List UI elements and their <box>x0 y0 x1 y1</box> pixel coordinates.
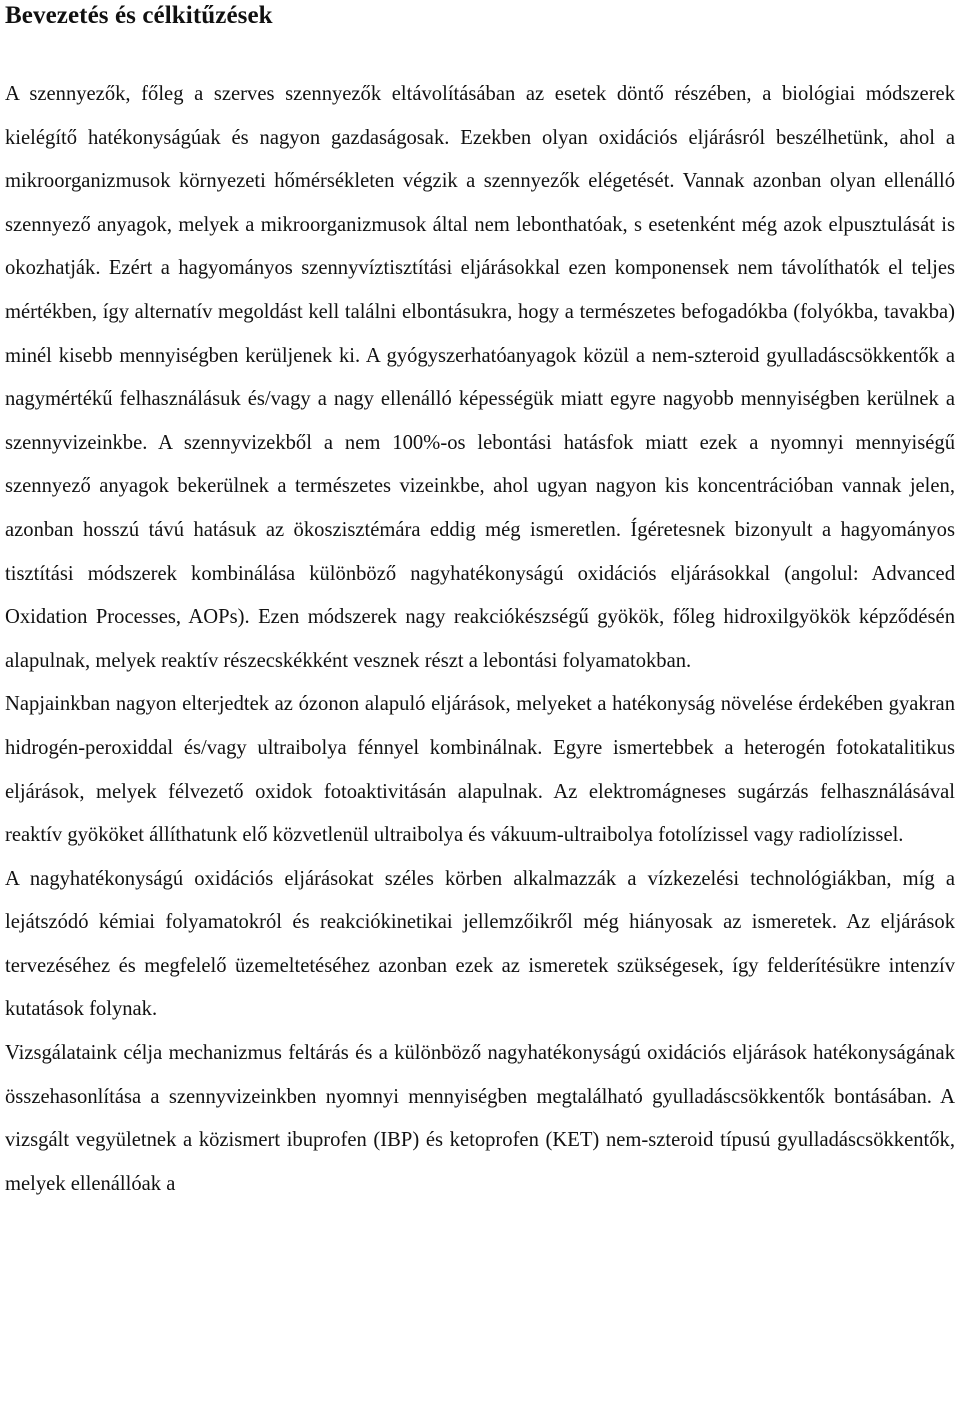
paragraph-objectives: Vizsgálataink célja mechanizmus feltárás és a különböző nagyhatékonyságú oxidációs eljárások hatékonyságának összehasonlítása a szennyvizeinkben nyomnyi mennyiségben megtalálható gyulladáscsökkentők bontásában. A vizsgált vegyületnek a közismert ibuprofen (IBP) és ketoprofen (KET) nem-szteroid típusú gyulladáscsökkentők, melyek ellenállóak a <box>5 1042 955 1195</box>
paragraph-intro: A szennyezők, főleg a szerves szennyezők eltávolításában az esetek döntő részében, a biológiai módszerek kielégítő hatékonyságúak és nagyon gazdaságosak. Ezekben olyan oxidációs eljárásról beszélhetünk, ahol a mikroorganizmusok környezeti hőmérsékleten végzik a szennyezők elégetését. Vannak azonban olyan ellenálló szennyező anyagok, melyek a mikroorganizmusok által nem lebonthatóak, s esetenként még azok elpusztulását is okozhatják. Ezért a hagyományos szennyvíztisztítási eljárásokkal ezen komponensek nem távolíthatók el teljes mértékben, így alternatív megoldást kell találni elbontásukra, hogy a természetes befogadókba (folyókba, tavakba) minél kisebb mennyiségben kerüljenek ki. A gyógyszerhatóanyagok közül a nem-szteroid gyulladáscsökkentők a nagymértékű felhasználásuk és/vagy a nagy ellenálló képességük miatt egyre nagyobb mennyiségben kerülnek a szennyvizeinkbe. A szennyvizekből a nem 100%-os lebontási hatásfok miatt ezek a nyomnyi mennyiségű szennyező anyagok bekerülnek a természetes vizeinkbe, ahol ugyan nagyon kis koncentrációban vannak jelen, azonban hosszú távú hatásuk az ökoszisztémára eddig még ismeretlen. Ígéretesnek bizonyult a hagyományos tisztítási módszerek kombinálása különböző nagyhatékonyságú oxidációs eljárásokkal (angolul: Advanced Oxidation Processes, AOPs). Ezen módszerek nagy reakciókészségű gyökök, főleg hidroxilgyökök képződésén alapulnak, melyek reaktív részecskékként vesznek részt a lebontási folyamatokban. <box>5 83 955 672</box>
paragraph-ozone-methods: Napjainkban nagyon elterjedtek az ózonon alapuló eljárások, melyeket a hatékonyság növelése érdekében gyakran hidrogén-peroxiddal és/vagy ultraibolya fénnyel kombinálnak. Egyre ismertebbek a heterogén fotokatalitikus eljárások, melyek félvezető oxidok fotoaktivitásán alapulnak. Az elektromágneses sugárzás felhasználásával reaktív gyököket állíthatunk elő közvetlenül ultraibolya és vákuum-ultraibolya fotolízissel vagy radiolízissel. <box>5 693 955 847</box>
section-heading: Bevezetés és célkitűzések <box>5 2 273 29</box>
paragraph-research-gap: A nagyhatékonyságú oxidációs eljárásokat széles körben alkalmazzák a vízkezelési technológiákban, míg a lejátszódó kémiai folyamatokról és reakciókinetikai jellemzőikről még hiányosak az ismeretek. Az eljárások tervezéséhez és megfelelő üzemeltetéséhez azonban ezek az ismeretek szükségesek, így felderítésükre intenzív kutatások folynak. <box>5 867 955 1021</box>
document-page <box>5 0 955 1206</box>
